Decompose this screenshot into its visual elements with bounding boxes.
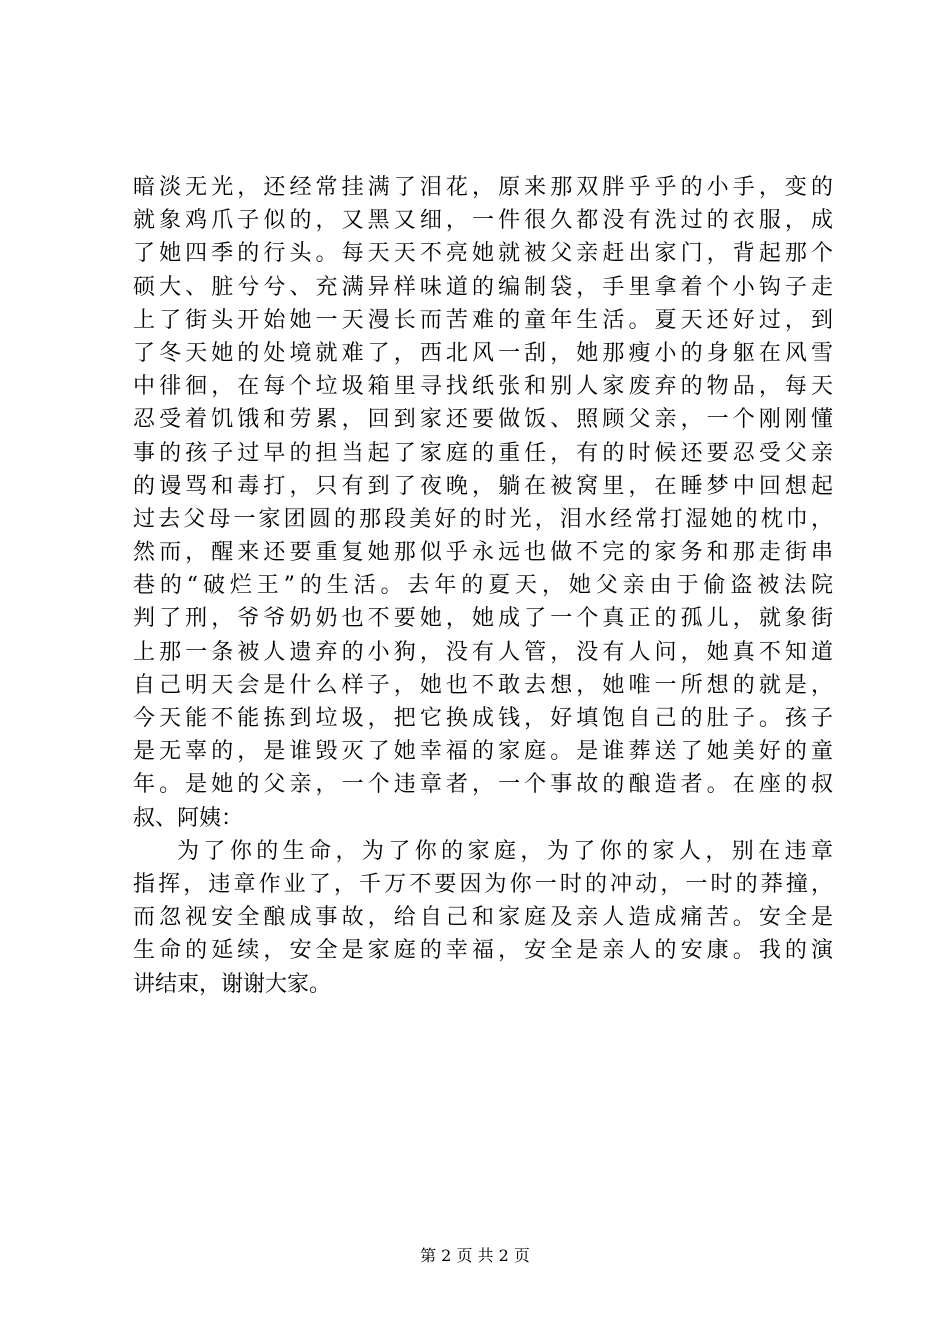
- text-line: 忍受着饥饿和劳累，回到家还要做饭、照顾父亲，一个刚刚懂: [133, 407, 833, 433]
- text-line: 就象鸡爪子似的，又黑又细，一件很久都没有洗过的衣服，成: [133, 208, 833, 234]
- text-line: 暗淡无光，还经常挂满了泪花，原来那双胖乎乎的小手，变的: [133, 175, 833, 200]
- page-number-footer: 第 2 页 共 2 页: [420, 1246, 530, 1265]
- text-line: 硕大、脏兮兮、充满异样味道的编制袋，手里拿着个小钩子走: [133, 274, 833, 300]
- text-line: 指挥，违章作业了，千万不要因为你一时的冲动，一时的莽撞，: [133, 871, 833, 897]
- paragraph-story: [133, 171, 833, 835]
- text-line: 而忽视安全酿成事故，给自己和家庭及亲人造成痛苦。安全是: [133, 905, 833, 931]
- text-line: 是无辜的，是谁毁灭了她幸福的家庭。是谁葬送了她美好的童: [133, 739, 833, 765]
- paragraph-appeal: [133, 835, 833, 1001]
- text-line: 为了你的生命，为了你的家庭，为了你的家人，别在违章: [177, 838, 833, 864]
- text-line: 上那一条被人遗弃的小狗，没有人管，没有人问，她真不知道: [133, 639, 833, 665]
- document-body: [133, 171, 833, 1001]
- text-line: 叔、阿姨：: [133, 805, 244, 831]
- text-line: 生命的延续，安全是家庭的幸福，安全是亲人的安康。我的演: [133, 938, 833, 964]
- text-line: 过去父母一家团圆的那段美好的时光，泪水经常打湿她的枕巾，: [133, 506, 833, 532]
- text-line: 自己明天会是什么样子，她也不敢去想，她唯一所想的就是，: [133, 672, 833, 698]
- text-line: 讲结束，谢谢大家。: [133, 971, 332, 997]
- text-line: 事的孩子过早的担当起了家庭的重任，有的时候还要忍受父亲: [133, 440, 833, 466]
- text-line: 上了街头开始她一天漫长而苦难的童年生活。夏天还好过，到: [133, 307, 833, 333]
- text-line: 今天能不能拣到垃圾，把它换成钱，好填饱自己的肚子。孩子: [133, 706, 833, 731]
- text-line: 巷的“破烂王”的生活。去年的夏天，她父亲由于偷盗被法院: [133, 573, 833, 599]
- text-line: 判了刑，爷爷奶奶也不要她，她成了一个真正的孤儿，就象街: [133, 606, 833, 632]
- text-line: 了她四季的行头。每天天不亮她就被父亲赶出家门，背起那个: [133, 241, 833, 267]
- text-line: 中徘徊，在每个垃圾箱里寻找纸张和别人家废弃的物品，每天: [133, 374, 833, 400]
- text-line: 了冬天她的处境就难了，西北风一刮，她那瘦小的身躯在风雪: [133, 340, 833, 366]
- text-line: 的谩骂和毒打，只有到了夜晚，躺在被窝里，在睡梦中回想起: [133, 473, 833, 499]
- text-line: 然而，醒来还要重复她那似乎永远也做不完的家务和那走街串: [133, 540, 833, 566]
- text-line: 年。是她的父亲，一个违章者，一个事故的酿造者。在座的叔: [133, 772, 833, 798]
